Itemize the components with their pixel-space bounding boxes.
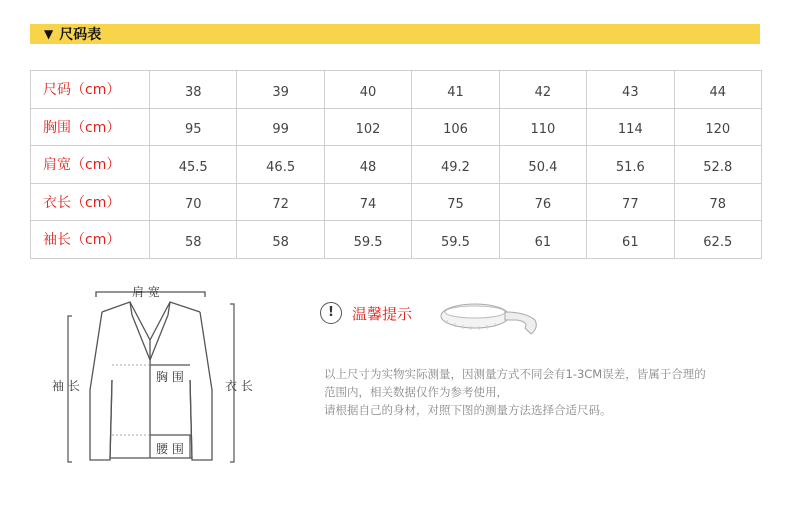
chest-label: 胸 围 <box>156 370 184 384</box>
tip-line-1: 以上尺寸为实物实际测量，因测量方式不同会有1-3CM误差，皆属于合理的 <box>324 367 706 381</box>
table-cell: 38 <box>150 71 237 109</box>
size-table <box>30 70 762 259</box>
measuring-tape-icon <box>435 298 545 338</box>
table-cell: 46.5 <box>237 146 324 184</box>
body-length-label: 衣 长 <box>225 379 253 393</box>
table-cell: 45.5 <box>150 146 237 184</box>
table-cell: 74 <box>324 183 411 221</box>
table-row <box>31 146 762 184</box>
table-cell: 61 <box>499 221 586 259</box>
table-cell: 49.2 <box>412 146 499 184</box>
table-cell: 110 <box>499 108 586 146</box>
jacket-diagram <box>50 280 280 480</box>
table-row <box>31 71 762 109</box>
sleeve-length-label: 袖 长 <box>52 379 80 393</box>
table-cell: 75 <box>412 183 499 221</box>
row-label: 袖长（cm） <box>31 221 150 259</box>
header-bar <box>30 24 760 44</box>
table-cell: 44 <box>674 71 761 109</box>
table-cell: 61 <box>587 221 674 259</box>
table-cell: 59.5 <box>324 221 411 259</box>
table-cell: 40 <box>324 71 411 109</box>
table-cell: 114 <box>587 108 674 146</box>
row-label: 尺码（cm） <box>31 71 150 109</box>
tip-line-2: 范围内，相关数据仅作为参考使用， <box>324 385 508 399</box>
shoulder-width-label: 肩 宽 <box>132 285 160 299</box>
table-cell: 77 <box>587 183 674 221</box>
table-cell: 76 <box>499 183 586 221</box>
table-cell: 41 <box>412 71 499 109</box>
table-cell: 59.5 <box>412 221 499 259</box>
section-title: 尺码表 <box>59 27 102 43</box>
waist-label: 腰 围 <box>156 442 184 456</box>
table-cell: 72 <box>237 183 324 221</box>
table-row <box>31 183 762 221</box>
table-cell: 50.4 <box>499 146 586 184</box>
table-cell: 42 <box>499 71 586 109</box>
row-label: 胸围（cm） <box>31 108 150 146</box>
table-cell: 62.5 <box>674 221 761 259</box>
exclamation-circle-icon: ! <box>320 302 342 324</box>
table-cell: 120 <box>674 108 761 146</box>
table-cell: 102 <box>324 108 411 146</box>
row-label: 肩宽（cm） <box>31 146 150 184</box>
table-cell: 51.6 <box>587 146 674 184</box>
table-cell: 52.8 <box>674 146 761 184</box>
table-row <box>31 221 762 259</box>
table-cell: 43 <box>587 71 674 109</box>
triangle-down-icon: ▼ <box>44 27 54 41</box>
row-label: 衣长（cm） <box>31 183 150 221</box>
table-cell: 78 <box>674 183 761 221</box>
table-cell: 58 <box>150 221 237 259</box>
table-cell: 106 <box>412 108 499 146</box>
table-cell: 70 <box>150 183 237 221</box>
table-row <box>31 108 762 146</box>
table-cell: 99 <box>237 108 324 146</box>
tips-title: 温馨提示 <box>352 305 413 323</box>
table-cell: 48 <box>324 146 411 184</box>
table-cell: 39 <box>237 71 324 109</box>
tip-line-3: 请根据自己的身材，对照下图的测量方法选择合适尺码。 <box>324 403 612 417</box>
table-cell: 95 <box>150 108 237 146</box>
table-cell: 58 <box>237 221 324 259</box>
